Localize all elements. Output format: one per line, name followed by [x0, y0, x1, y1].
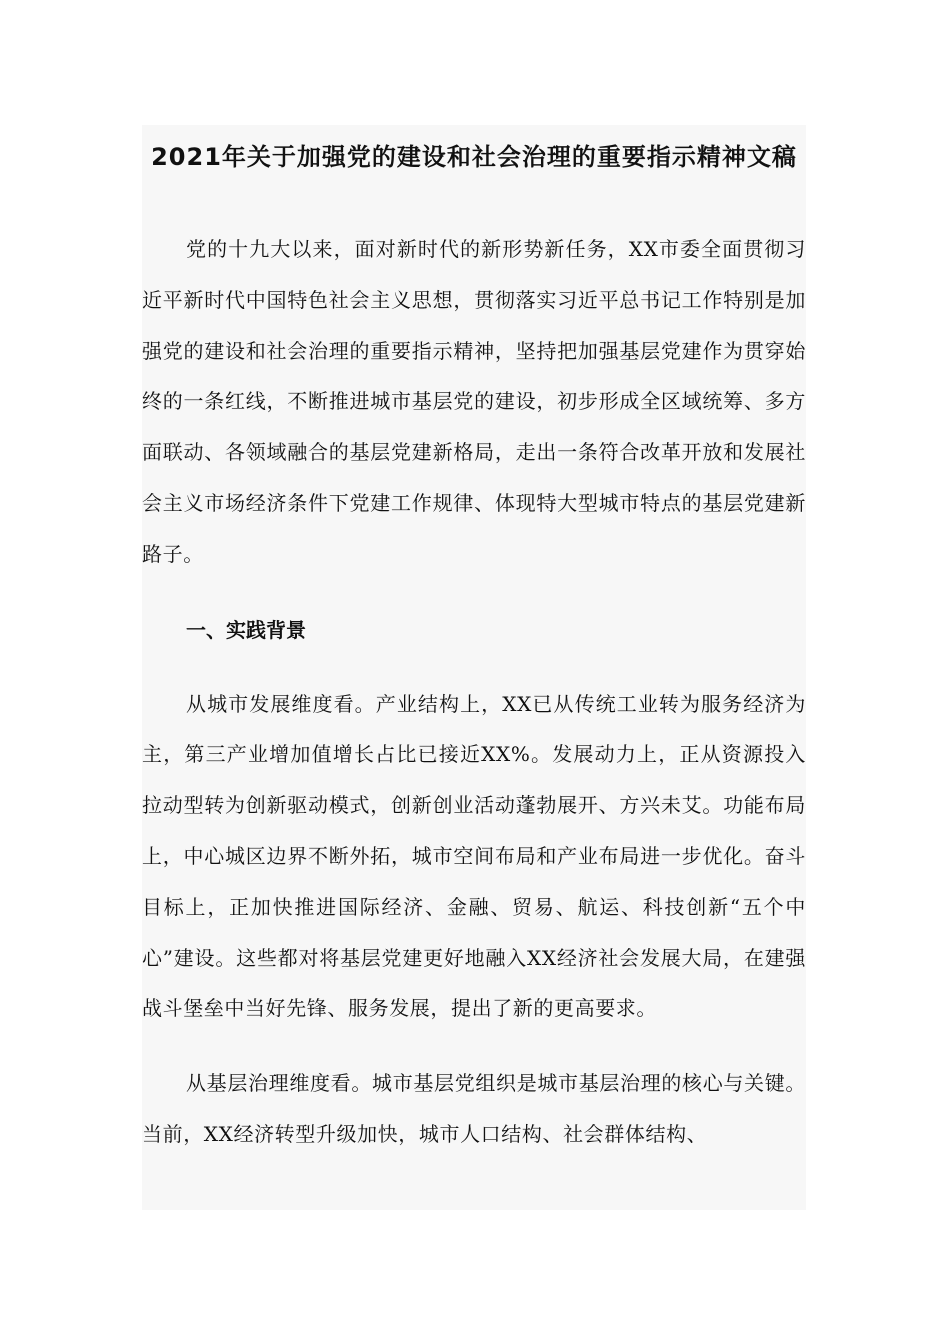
grassroots-governance-paragraph: 从基层治理维度看。城市基层党组织是城市基层治理的核心与关键。当前，XX经济转型升级加快，城市人口结构、社会群体结构、	[142, 1071, 806, 1146]
document-page	[142, 125, 806, 1210]
document-title: 2021年关于加强党的建设和社会治理的重要指示精神文稿	[151, 143, 797, 171]
urban-development-paragraph: 从城市发展维度看。产业结构上，XX已从传统工业转为服务经济为主，第三产业增加值增长占比已接近XX%。发展动力上，正从资源投入拉动型转为创新驱动模式，创新创业活动蓬勃展开、方兴未艾。功能布局上，中心城区边界不断外拓，城市空间布局和产业布局进一步优化。奋斗目标上，正加快推进国际经济、金融、贸易、航运、科技创新“五个中心”建设。这些都对将基层党建更好地融入XX经济社会发展大局，在建强战斗堡垒中当好先锋、服务发展，提出了新的更高要求。	[142, 691, 806, 1021]
section-heading: 一、实践背景	[186, 617, 306, 642]
intro-paragraph: 党的十九大以来，面对新时代的新形势新任务，XX市委全面贯彻习近平新时代中国特色社会主义思想，贯彻落实习近平总书记工作特别是加强党的建设和社会治理的重要指示精神，坚持把加强基层党建作为贯穿始终的一条红线，不断推进城市基层党的建设，初步形成全区域统筹、多方面联动、各领域融合的基层党建新格局，走出一条符合改革开放和发展社会主义市场经济条件下党建工作规律、体现特大型城市特点的基层党建新路子。	[142, 237, 806, 566]
